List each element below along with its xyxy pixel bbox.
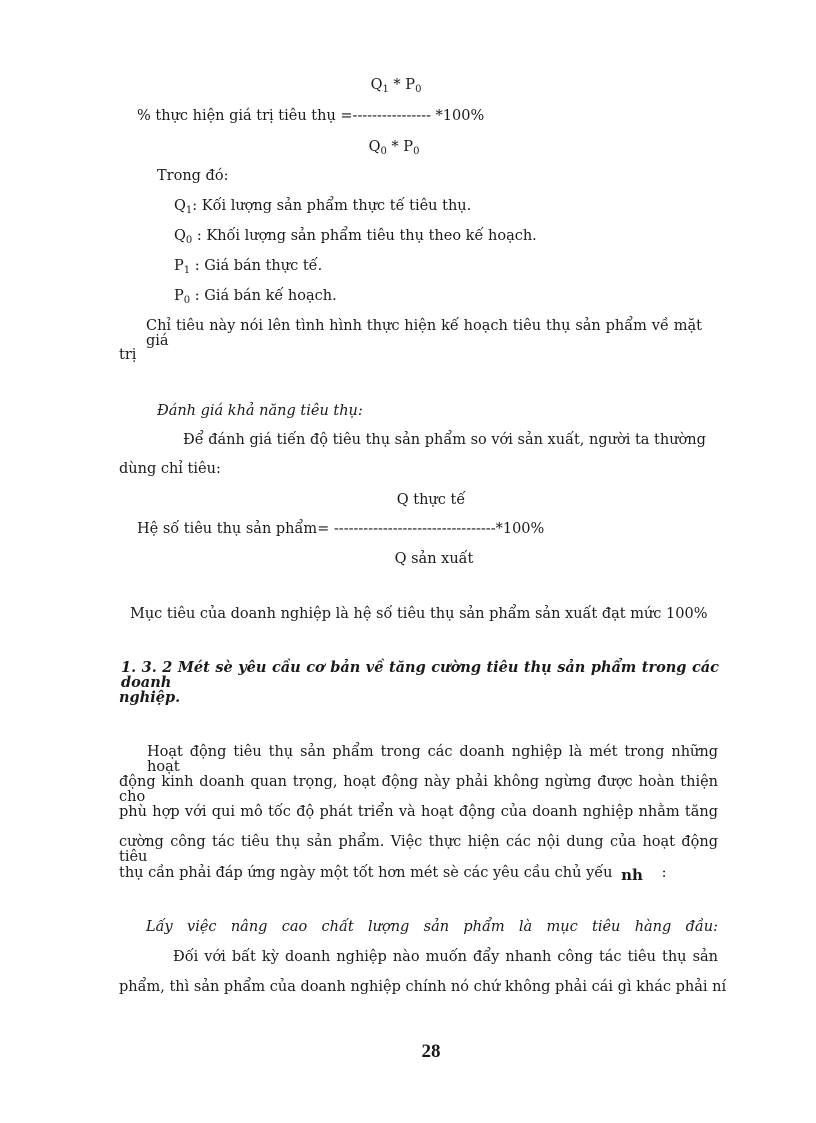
para2-line1: Để đánh giá tiến độ tiêu thụ sản phẩm so với sản xuất, người ta thường bbox=[183, 432, 706, 448]
formula1-denominator: $Q_0 * P_0$ bbox=[368, 139, 420, 157]
where-label: Trong đó: bbox=[157, 168, 229, 184]
para4-line2: phẩm, thì sản phẩm của doanh nghiệp chính nó chứ không phải cái gì khác phải ní bbox=[119, 979, 727, 995]
para3-line2: động kinh doanh quan trọng, hoạt động này phải không ngừng được hoàn thiện cho bbox=[119, 774, 718, 805]
para3-line3: phù hợp với qui mô tốc độ phát triển và hoạt động của doanh nghiệp nhằm tăng bbox=[119, 804, 718, 820]
para1-line1: Chỉ tiêu này nói lên tình hình thực hiện kế hoạch tiêu thụ sản phẩm về mặt giá bbox=[146, 318, 702, 349]
formula2-denominator: Q sản xuất bbox=[394, 551, 474, 567]
para1-line2: trị bbox=[119, 347, 137, 363]
formula1-numerator: $Q_1 * P_0$ bbox=[370, 77, 422, 95]
definition-q0: $Q_0$ : Khối lượng sản phẩm tiêu thụ theo kế hoạch. bbox=[174, 228, 537, 246]
subheading-quality: Lấy việc nâng cao chất lượng sản phẩm là mục tiêu hàng đầu: bbox=[146, 919, 718, 935]
section-heading-line2: nghiệp. bbox=[119, 689, 181, 706]
para3-line1: Hoạt động tiêu thụ sản phẩm trong các doanh nghiệp là mét trong những hoạt bbox=[147, 744, 718, 775]
para3-colon: : bbox=[661, 865, 667, 881]
page-number: 28 bbox=[421, 1041, 441, 1062]
section-heading-line1: 1. 3. 2 Mét sè yêu cầu cơ bản về tăng cường tiêu thụ sản phẩm trong các doanh bbox=[121, 659, 719, 691]
definition-p1: $P_1$ : Giá bán thực tế. bbox=[174, 258, 323, 276]
para3-line4: cường công tác tiêu thụ sản phẩm. Việc thực hiện các nội dung của hoạt động tiêu bbox=[119, 834, 718, 865]
formula2-numerator: Q thực tế bbox=[396, 492, 466, 508]
definition-p0: $P_0$ : Giá bán kế hoạch. bbox=[174, 288, 337, 306]
para4-line1: Đối với bất kỳ doanh nghiệp nào muốn đẩy nhanh công tác tiêu thụ sản bbox=[173, 949, 718, 965]
formula1-lhs: % thực hiện giá trị tiêu thụ =---------------- *100% bbox=[137, 108, 485, 124]
para3-fragment: nh bbox=[621, 866, 643, 884]
formula2-lhs: Hệ số tiêu thụ sản phẩm= ---------------------------------*100% bbox=[137, 521, 545, 537]
goal-line: Mục tiêu của doanh nghiệp là hệ số tiêu thụ sản phẩm sản xuất đạt mức 100% bbox=[130, 606, 708, 622]
para3-line5: thụ cần phải đáp ứng ngày một tốt hơn mét sè các yêu cầu chủ yếu nh : bbox=[119, 865, 667, 884]
para2-line2: dùng chỉ tiêu: bbox=[119, 461, 221, 477]
subheading-sales-capacity: Đánh giá khả năng tiêu thụ: bbox=[157, 403, 363, 419]
definition-q1: $Q_1$: Kối lượng sản phẩm thực tế tiêu thụ. bbox=[174, 198, 472, 216]
